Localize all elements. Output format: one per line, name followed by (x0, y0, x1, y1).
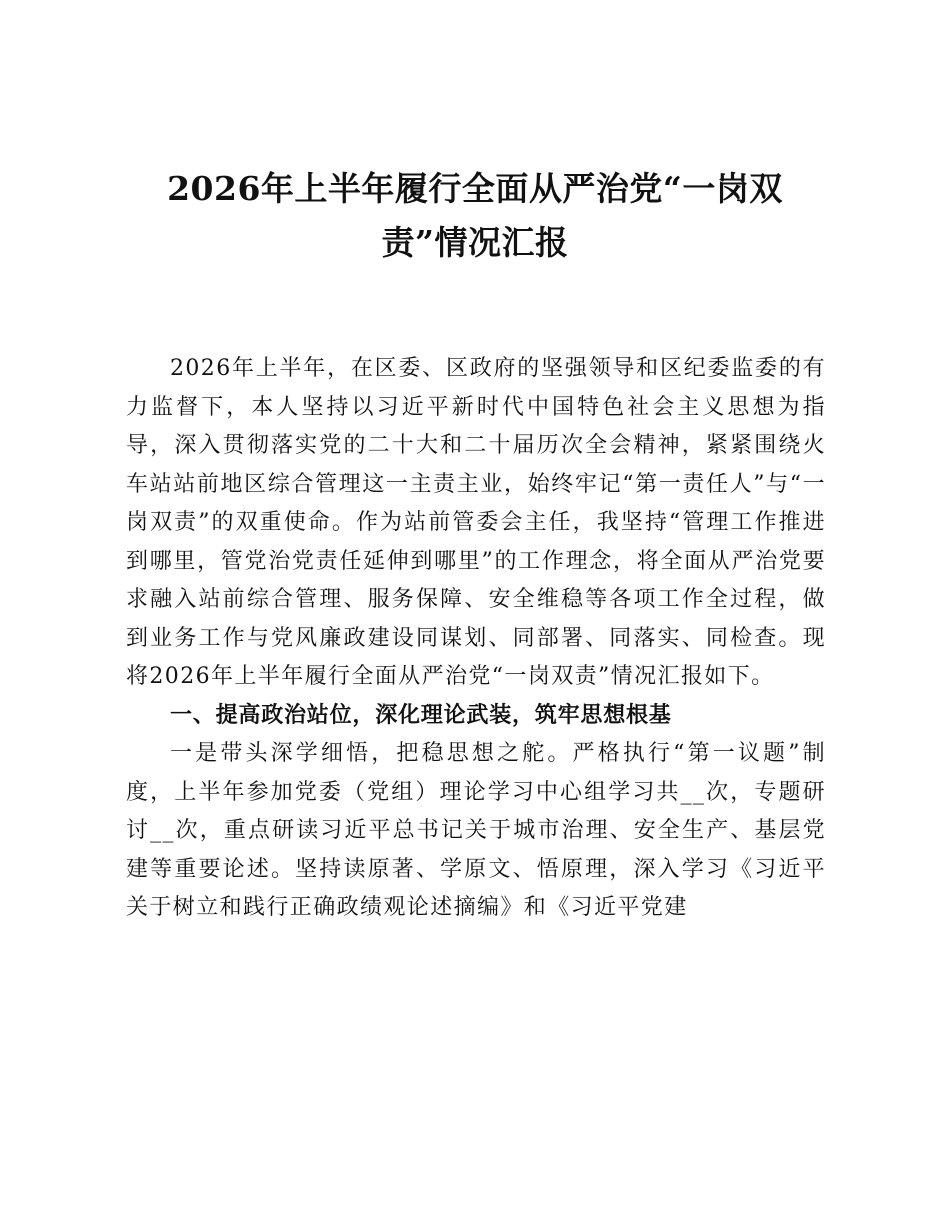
section-1-paragraph-1: 一是带头深学细悟，把稳思想之舵。严格执行“第一议题”制度，上半年参加党委（党组）理论学习中心组学习共__次，专题研讨__次，重点研读习近平总书记关于城市治理、安全生产、基层党建等重要论述。坚持读原著、学原文、悟原理，深入学习《习近平关于树立和践行正确政绩观论述摘编》和《习近平党建 (126, 741, 826, 920)
document-title: 2026年上半年履行全面从严治党“一岗双责”情况汇报 (167, 169, 783, 262)
intro-paragraph: 2026年上半年，在区委、区政府的坚强领导和区纪委监委的有力监督下，本人坚持以习近平新时代中国特色社会主义思想为指导，深入贯彻落实党的二十大和二十届历次全会精神，紧紧围绕火车站站前地区综合管理这一主责主业，始终牢记“第一责任人”与“一岗双责”的双重使命。作为站前管委会主任，我坚持“管理工作推进到哪里，管党治党责任延伸到哪里”的工作理念，将全面从严治党要求融入站前综合管理、服务保障、安全维稳等各项工作全过程，做到业务工作与党风廉政建设同谋划、同部署、同落实、同检查。现将2026年上半年履行全面从严治党“一岗双责”情况汇报如下。 (126, 356, 826, 689)
document-body (126, 350, 826, 928)
section-1-heading: 一、提高政治站位，深化理论武装，筑牢思想根基 (170, 702, 672, 728)
